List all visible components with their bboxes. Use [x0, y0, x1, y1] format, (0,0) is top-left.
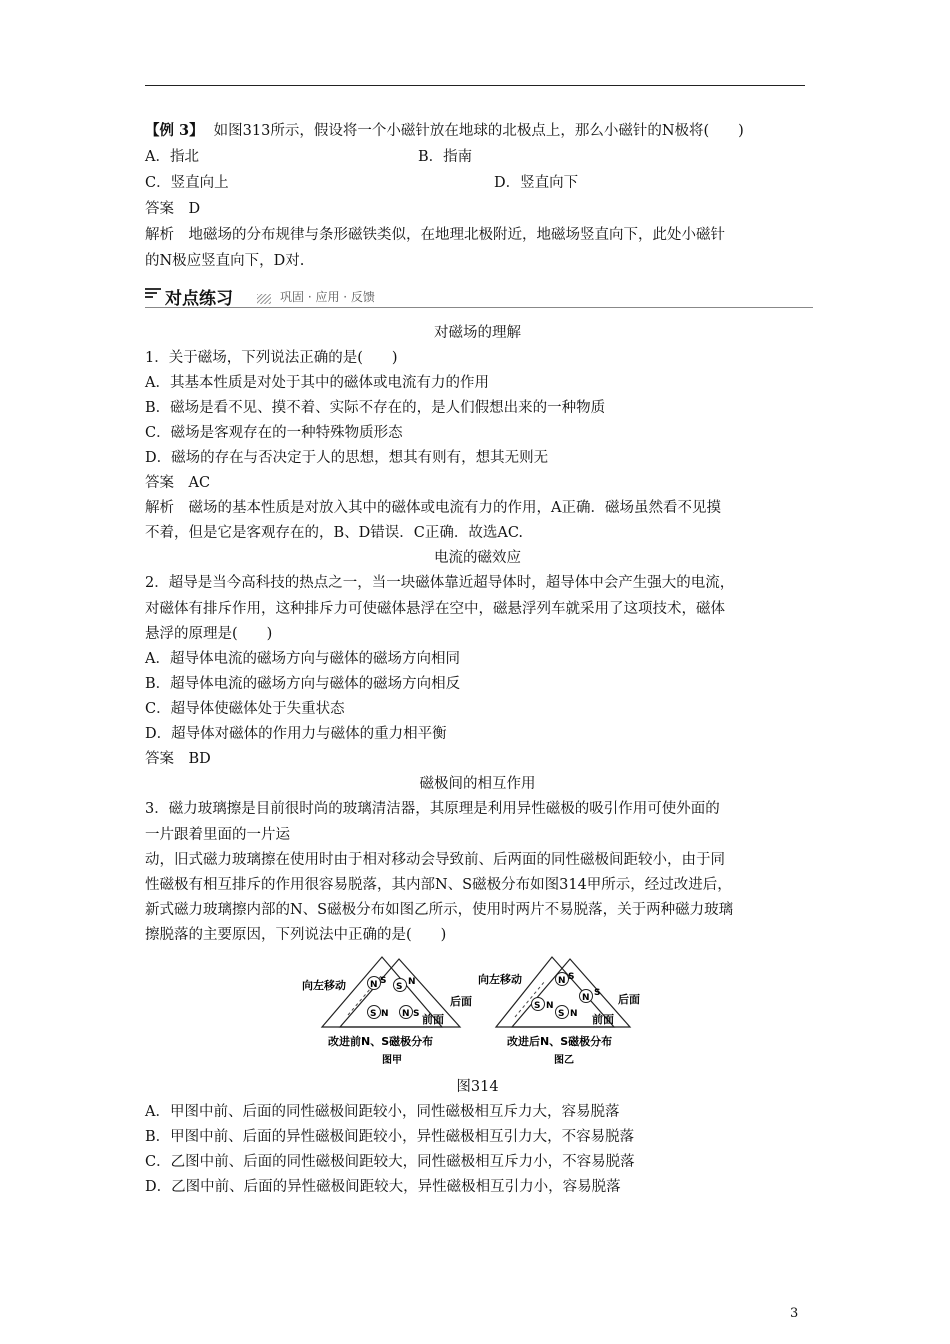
- section-lines-icon: [145, 288, 161, 302]
- right-pole: S: [594, 988, 601, 998]
- left-front-label: 前面: [422, 1013, 444, 1026]
- q2-option-c: C．超导体使磁体处于失重状态: [145, 701, 345, 717]
- figure-caption: 图314: [456, 1079, 499, 1095]
- q2-topic: 电流的磁效应: [434, 550, 521, 566]
- q2-answer: 答案 BD: [145, 751, 211, 767]
- section-hatch-icon: [257, 294, 271, 304]
- figure-left: [302, 957, 472, 1066]
- left-pole: N: [381, 1009, 389, 1019]
- right-caption: 改进后N、S磁极分布: [507, 1035, 613, 1048]
- left-pole: S: [370, 1009, 377, 1019]
- example3-option-d: D．竖直向下: [494, 175, 579, 191]
- example3-analysis-line1: 解析 地磁场的分布规律与条形磁铁类似，在地理北极附近，地磁场竖直向下，此处小磁针: [145, 227, 725, 243]
- header-rule: [145, 85, 805, 86]
- q2-option-d: D．超导体对磁体的作用力与磁体的重力相平衡: [145, 726, 447, 742]
- q3-stem-line5: 新式磁力玻璃擦内部的N、S磁极分布如图乙所示，使用时两片不易脱落，关于两种磁力玻璃: [145, 902, 734, 918]
- example3-question-line: [145, 121, 744, 141]
- example3-option-b: B．指南: [418, 149, 473, 165]
- example3-option-c: C．竖直向上: [145, 175, 229, 191]
- q3-stem-line6: 擦脱落的主要原因，下列说法中正确的是( ): [145, 927, 447, 943]
- magnet-wiper-figure: [300, 955, 650, 1073]
- left-move-label: 向左移动: [302, 979, 346, 992]
- q2-stem-line3: 悬浮的原理是( ): [145, 626, 273, 642]
- q3-option-d: D．乙图中前、后面的异性磁极间距较大，异性磁极相互引力小，容易脱落: [145, 1179, 621, 1195]
- example3-question: 如图313所示，假设将一个小磁针放在地球的北极点上，那么小磁针的N极将( ): [213, 123, 744, 139]
- example3-label: 【例 3】: [145, 122, 204, 139]
- example3-option-a: A．指北: [145, 149, 199, 165]
- q1-option-c: C．磁场是客观存在的一种特殊物质形态: [145, 425, 403, 441]
- q1-analysis-line2: 不着，但是它是客观存在的，B、D错误．C正确．故选AC.: [145, 525, 524, 541]
- q3-stem-line2: 一片跟着里面的一片运: [145, 827, 290, 843]
- q2-stem-line2: 对磁体有排斥作用，这种排斥力可使磁体悬浮在空中，磁悬浮列车就采用了这项技术，磁体: [145, 601, 725, 617]
- left-pole: N: [408, 977, 416, 987]
- right-pole: S: [534, 1001, 541, 1011]
- page-number: 3: [790, 1306, 799, 1321]
- left-caption: 改进前N、S磁极分布: [328, 1035, 434, 1048]
- q1-option-b: B．磁场是看不见、摸不着、实际不存在的，是人们假想出来的一种物质: [145, 400, 606, 416]
- right-move-label: 向左移动: [478, 973, 522, 986]
- q3-stem-line3: 动，旧式磁力玻璃擦在使用时由于相对移动会导致前、后两面的同性磁极间距较小，由于同: [145, 852, 725, 868]
- section-subtitle: 巩固 · 应用 · 反馈: [280, 290, 375, 304]
- left-pole: N: [370, 980, 378, 990]
- right-pole: S: [558, 1009, 565, 1019]
- section-header: [145, 284, 813, 310]
- figure-right: [478, 957, 640, 1066]
- left-pole: S: [413, 1009, 420, 1019]
- left-pole: N: [402, 1009, 410, 1019]
- q3-option-a: A．甲图中前、后面的同性磁极间距较小，同性磁极相互斥力大，容易脱落: [145, 1104, 620, 1120]
- q1-answer: 答案 AC: [145, 475, 211, 491]
- right-front-label: 前面: [592, 1013, 614, 1026]
- q3-option-c: C．乙图中前、后面的同性磁极间距较大，同性磁极相互斥力小，不容易脱落: [145, 1154, 635, 1170]
- section-rule: [145, 307, 813, 308]
- left-pole: S: [380, 976, 387, 986]
- q1-option-a: A．其基本性质是对处于其中的磁体或电流有力的作用: [145, 375, 489, 391]
- q3-topic: 磁极间的相互作用: [419, 776, 536, 792]
- right-back-label: 后面: [618, 993, 640, 1006]
- q3-stem-line4: 性磁极有相互排斥的作用很容易脱落，其内部N、S磁极分布如图314甲所示，经过改进后，: [145, 877, 732, 893]
- left-pole: S: [396, 982, 403, 992]
- right-label: 图乙: [554, 1055, 574, 1066]
- q2-option-a: A．超导体电流的磁场方向与磁体的磁场方向相同: [145, 651, 460, 667]
- right-pole: N: [558, 976, 566, 986]
- right-pole: S: [568, 972, 575, 982]
- q3-stem-line1: 3．磁力玻璃擦是目前很时尚的玻璃清洁器，其原理是利用异性磁极的吸引作用可使外面的: [145, 801, 720, 817]
- q3-option-b: B．甲图中前、后面的异性磁极间距较小，异性磁极相互引力大，不容易脱落: [145, 1129, 635, 1145]
- right-pole: N: [570, 1009, 578, 1019]
- q1-analysis-line1: 解析 磁场的基本性质是对放入其中的磁体或电流有力的作用，A正确．磁场虽然看不见摸: [145, 500, 721, 516]
- q2-stem-line1: 2．超导是当今高科技的热点之一，当一块磁体靠近超导体时，超导体中会产生强大的电流，: [145, 575, 735, 591]
- right-pole: N: [582, 993, 590, 1003]
- q1-stem: 1．关于磁场，下列说法正确的是( ): [145, 350, 398, 366]
- example3-analysis-line2: 的N极应竖直向下，D对.: [145, 253, 305, 269]
- q2-option-b: B．超导体电流的磁场方向与磁体的磁场方向相反: [145, 676, 461, 692]
- left-label: 图甲: [382, 1055, 402, 1066]
- section-title: 对点练习: [165, 289, 233, 309]
- left-back-label: 后面: [450, 995, 472, 1008]
- q1-topic: 对磁场的理解: [434, 325, 521, 341]
- example3-answer: 答案 D: [145, 201, 201, 217]
- right-pole: N: [546, 1001, 554, 1011]
- q1-option-d: D．磁场的存在与否决定于人的思想，想其有则有，想其无则无: [145, 450, 549, 466]
